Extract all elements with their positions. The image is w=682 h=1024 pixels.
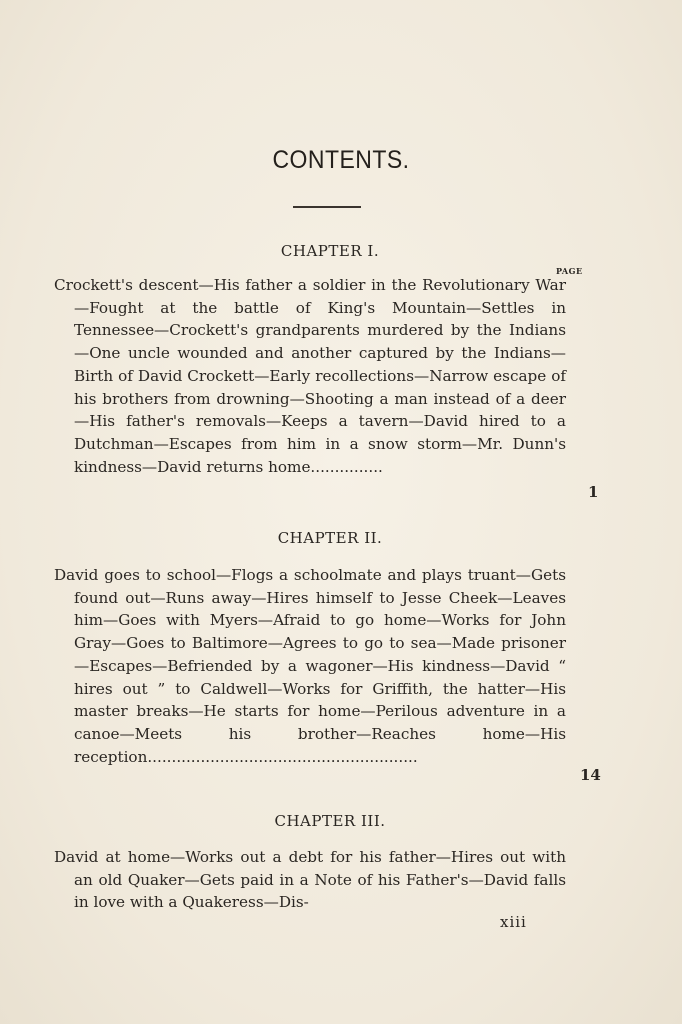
chapter-1-summary-text: Crockett's descent—His father a soldier in the Revolutionary War—Fought at the battle of King's Mountain—Settles in Tennessee—Crockett's grandparents murdered by the Indians—One uncle wounded and another captured by the Indians—Birth of David Crockett—Early recollections—Narrow escape of his brothers from drowning—Shooting a man instead of a deer—His father's removals—Keeps a tavern—David hired to a Dutchman—Escapes from him in a snow storm—Mr. Dunn's kindness—David returns home............... <box>54 276 566 476</box>
chapter-3-summary-text: David at home—Works out a debt for his father—Hires out with an old Quaker—Gets paid in a Note of his Father's—David falls in love with a Quakeress—Dis- <box>54 848 566 912</box>
chapter-1-summary <box>54 274 566 478</box>
chapter-3-summary <box>54 846 566 914</box>
chapter-2-summary-text: David goes to school—Flogs a schoolmate and plays truant—Gets found out—Runs away—Hires himself to Jesse Cheek—Leaves him—Goes with Myers—Afraid to go home—Works for John Gray—Goes to Baltimore—Agrees to go to sea—Made prisoner—Escapes—Befriended by a wagoner—His kindness—David “ hires out ” to Caldwell—Works for Griffith, the hatter—His master breaks—He starts for home—Perilous adventure in a canoe—Meets his brother—Reaches home—His reception........................................................ <box>54 566 566 766</box>
chapter-1-page-number: 1 <box>588 483 599 501</box>
chapter-2-summary <box>54 564 566 768</box>
chapter-3-heading: CHAPTER III. <box>274 812 386 830</box>
folio-number: xiii <box>500 913 527 931</box>
page-column-label: PAGE <box>556 266 583 276</box>
chapter-2-heading: CHAPTER II. <box>277 529 383 547</box>
title-rule <box>293 206 361 208</box>
page-title: CONTENTS. <box>272 146 410 174</box>
chapter-2-page-number: 14 <box>580 766 601 784</box>
chapter-1-heading: CHAPTER I. <box>280 242 380 260</box>
